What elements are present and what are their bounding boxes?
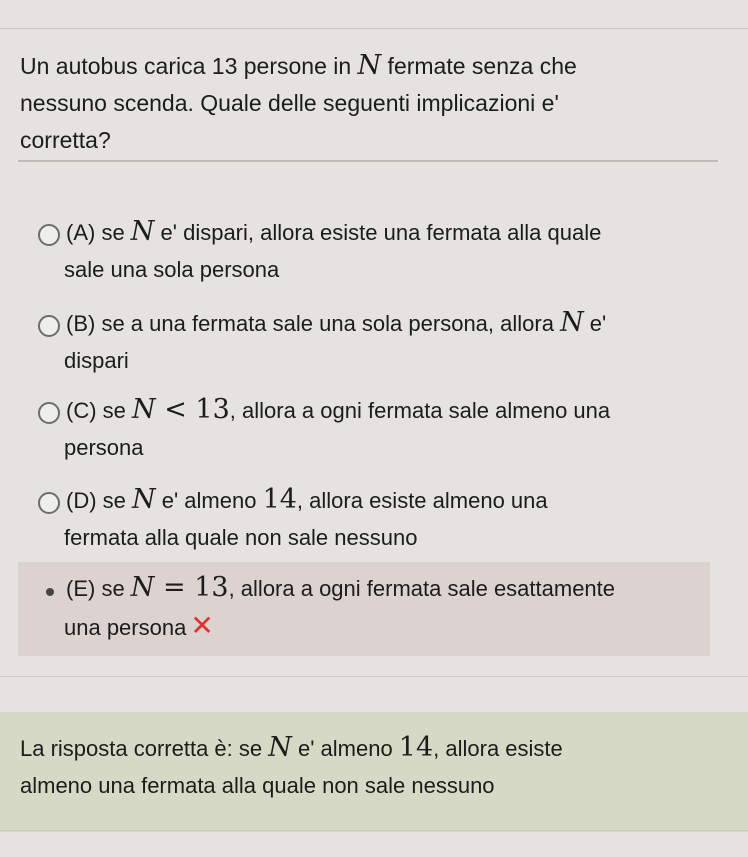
answer-number: 14 <box>398 732 434 763</box>
option-a-pre: (A) se <box>66 220 131 245</box>
option-d-post: , allora esiste almeno una <box>296 488 548 513</box>
question-variable: N <box>357 50 382 81</box>
option-c-post: , allora a ogni fermata sale almeno una <box>229 398 611 423</box>
question-divider <box>18 160 718 162</box>
option-e-relation: = <box>154 572 195 603</box>
question-line1-pre: Un autobus carica 13 persone in <box>20 53 358 79</box>
radio-option-b[interactable] <box>38 315 60 337</box>
radio-option-c[interactable] <box>38 402 60 424</box>
option-a[interactable] <box>18 214 710 288</box>
option-d-variable: N <box>132 484 156 515</box>
option-b-post: e' <box>583 311 607 336</box>
option-b-continuation: dispari <box>64 348 129 373</box>
answer-pre: La risposta corretta è: se <box>20 736 269 761</box>
option-a-text <box>18 214 710 288</box>
radio-option-e[interactable] <box>38 580 60 602</box>
option-e-variable: N <box>130 572 155 603</box>
option-a-post: e' dispari, allora esiste una fermata alla quale <box>154 220 602 245</box>
option-e[interactable] <box>18 562 710 656</box>
answer-variable: N <box>268 732 292 763</box>
option-c-continuation: persona <box>64 435 144 460</box>
option-d-continuation: fermata alla quale non sale nessuno <box>64 525 418 550</box>
question-line1-post: fermate senza che <box>381 53 577 79</box>
option-b-text <box>18 305 710 379</box>
option-b-pre: (B) se a una fermata sale una sola persona, allora <box>66 311 561 336</box>
option-c-variable: N <box>132 394 156 425</box>
answer-post: , allora esiste <box>433 736 563 761</box>
option-d-number: 14 <box>262 484 297 515</box>
wrong-answer-icon: ✕ <box>190 610 214 641</box>
question-text <box>20 48 720 159</box>
answer-bottom-divider <box>0 830 748 831</box>
answer-mid: e' almeno <box>291 736 399 761</box>
option-d-pre: (D) se <box>66 488 132 513</box>
option-c-number: 13 <box>195 394 230 425</box>
top-divider <box>0 28 748 29</box>
option-c-text <box>18 392 710 466</box>
option-b[interactable] <box>18 305 710 379</box>
feedback-divider <box>0 676 748 677</box>
option-e-post: , allora a ogni fermata sale esattamente <box>228 576 616 601</box>
option-d-mid: e' almeno <box>155 488 263 513</box>
option-e-continuation: una persona <box>64 615 187 640</box>
option-d[interactable] <box>18 482 710 556</box>
option-e-text <box>18 570 710 646</box>
option-e-number: 13 <box>194 572 229 603</box>
option-b-variable: N <box>560 307 584 338</box>
question-line2: nessuno scenda. Quale delle seguenti implicazioni e' <box>20 90 559 116</box>
correct-answer-text <box>20 730 720 804</box>
question-line3: corretta? <box>20 127 111 153</box>
radio-option-a[interactable] <box>38 224 60 246</box>
option-a-continuation: sale una sola persona <box>64 257 280 282</box>
option-c-relation: < <box>155 394 196 425</box>
option-a-variable: N <box>130 216 155 247</box>
option-c-pre: (C) se <box>66 398 132 423</box>
radio-option-d[interactable] <box>38 492 60 514</box>
option-c[interactable] <box>18 392 710 466</box>
answer-line2: almeno una fermata alla quale non sale nessuno <box>20 773 495 798</box>
option-d-text <box>18 482 710 556</box>
option-e-pre: (E) se <box>66 576 131 601</box>
